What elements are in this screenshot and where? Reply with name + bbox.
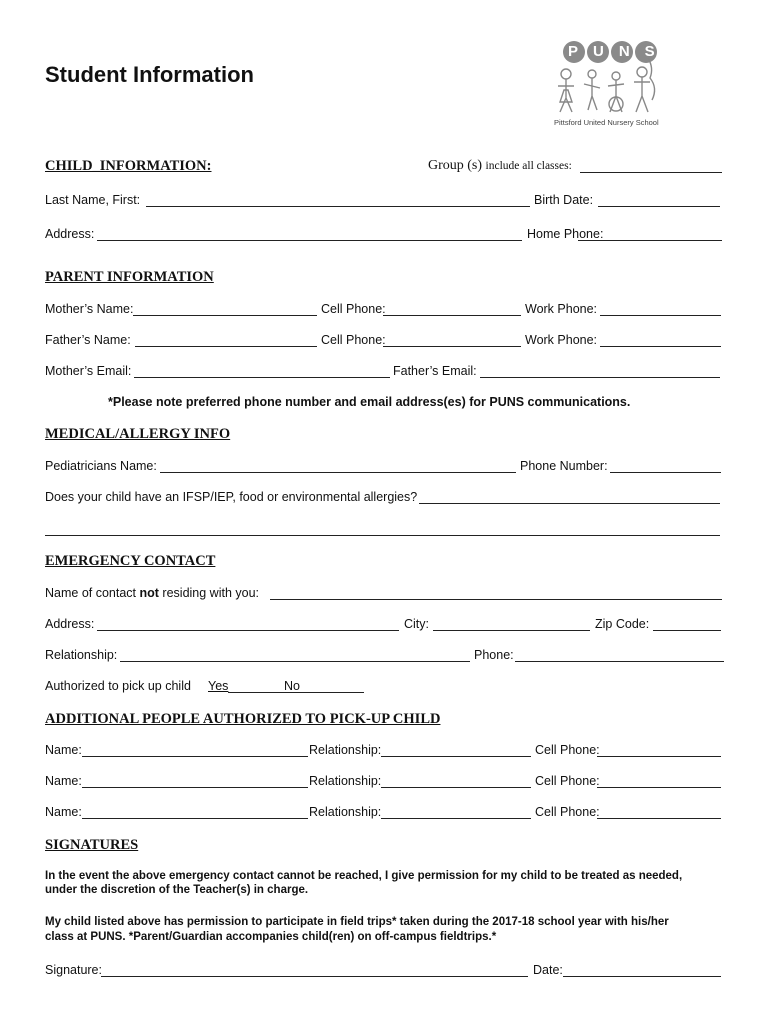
puns-logo <box>548 38 668 130</box>
father-email-field[interactable] <box>480 377 720 378</box>
pediatrician-label: Pediatricians Name: <box>45 459 157 473</box>
father-cell-phone-label: Cell Phone: <box>321 333 386 347</box>
additional-cell-field-2[interactable] <box>597 787 721 788</box>
additional-name-label-3: Name: <box>45 805 82 819</box>
home-phone-label: Home Phone: <box>527 227 604 241</box>
mother-work-phone-label: Work Phone: <box>525 302 598 316</box>
additional-people-heading: ADDITIONAL PEOPLE AUTHORIZED TO PICK-UP CHILD <box>45 711 441 727</box>
mother-name-field[interactable] <box>133 315 317 316</box>
authorized-yes-option[interactable]: Yes <box>208 679 229 693</box>
authorized-label: Authorized to pick up child <box>45 679 191 693</box>
date-label: Date: <box>533 963 563 977</box>
medical-heading: MEDICAL/ALLERGY INFO <box>45 426 231 442</box>
allergy-field[interactable] <box>419 503 720 504</box>
address-field[interactable] <box>97 240 522 241</box>
emergency-contact-prefix: Name of contact <box>45 586 137 600</box>
mother-name-label: Mother’s Name: <box>45 302 134 316</box>
logo-caption: Pittsford United Nursery School <box>554 118 659 127</box>
group-label <box>428 158 572 174</box>
emergency-relationship-field[interactable] <box>120 661 470 662</box>
additional-relationship-field-2[interactable] <box>381 787 531 788</box>
group-label-suffix: include all classes: <box>485 160 572 172</box>
allergy-field-continued[interactable] <box>45 535 720 536</box>
permission-text-line-1: In the event the above emergency contact cannot be reached, I give permission for my child to be treated as needed, <box>45 870 683 882</box>
emergency-contact-suffix: residing with you: <box>162 586 259 600</box>
birth-date-field[interactable] <box>598 206 720 207</box>
fieldtrip-text-line-1: My child listed above has permission to participate in field trips* taken during the 2017-18 school year with his/her <box>45 916 669 928</box>
emergency-contact-field[interactable] <box>270 599 722 600</box>
mother-email-field[interactable] <box>134 377 390 378</box>
emergency-city-label: City: <box>404 617 429 631</box>
logo-word <box>560 38 670 66</box>
birth-date-label: Birth Date: <box>534 193 594 207</box>
logo-word-text: PUNS <box>568 43 670 60</box>
emergency-address-field[interactable] <box>97 630 399 631</box>
parent-information-heading: PARENT INFORMATION <box>45 269 214 285</box>
group-field[interactable] <box>580 172 722 173</box>
emergency-zip-field[interactable] <box>653 630 721 631</box>
emergency-phone-label: Phone: <box>474 648 514 662</box>
additional-name-field-1[interactable] <box>82 756 308 757</box>
additional-name-label-2: Name: <box>45 774 82 788</box>
additional-cell-field-1[interactable] <box>597 756 721 757</box>
signature-label: Signature: <box>45 963 102 977</box>
pediatrician-phone-field[interactable] <box>610 472 721 473</box>
last-name-field[interactable] <box>146 206 530 207</box>
father-cell-phone-field[interactable] <box>383 346 521 347</box>
emergency-phone-field[interactable] <box>515 661 724 662</box>
additional-cell-label-2: Cell Phone: <box>535 774 600 788</box>
additional-cell-label-3: Cell Phone: <box>535 805 600 819</box>
allergy-question: Does your child have an IFSP/IEP, food or environmental allergies? <box>45 490 418 504</box>
signature-field[interactable] <box>101 976 528 977</box>
pediatrician-field[interactable] <box>160 472 516 473</box>
home-phone-field[interactable] <box>578 240 722 241</box>
additional-name-field-3[interactable] <box>82 818 308 819</box>
mother-work-phone-field[interactable] <box>600 315 721 316</box>
additional-relationship-label-2: Relationship: <box>309 774 382 788</box>
emergency-city-field[interactable] <box>433 630 590 631</box>
last-name-label: Last Name, First: <box>45 193 141 207</box>
authorized-yes-line <box>228 692 284 693</box>
authorized-no-option[interactable]: No <box>284 679 300 693</box>
additional-cell-field-3[interactable] <box>597 818 721 819</box>
emergency-address-label: Address: <box>45 617 95 631</box>
father-name-field[interactable] <box>135 346 317 347</box>
page-title: Student Information <box>45 62 254 87</box>
group-label-text: Group (s) <box>428 158 483 173</box>
emergency-zip-label: Zip Code: <box>595 617 650 631</box>
additional-cell-label-1: Cell Phone: <box>535 743 600 757</box>
parent-note: *Please note preferred phone number and email address(es) for PUNS communications. <box>108 395 631 409</box>
mother-email-label: Mother’s Email: <box>45 364 132 378</box>
mother-cell-phone-field[interactable] <box>383 315 521 316</box>
emergency-relationship-label: Relationship: <box>45 648 118 662</box>
emergency-contact-label <box>45 586 259 600</box>
father-email-label: Father’s Email: <box>393 364 477 378</box>
additional-name-field-2[interactable] <box>82 787 308 788</box>
child-information-heading: CHILD_INFORMATION: <box>45 158 212 174</box>
permission-text-line-2: under the discretion of the Teacher(s) in charge. <box>45 884 309 896</box>
address-label: Address: <box>45 227 95 241</box>
pediatrician-phone-label: Phone Number: <box>520 459 608 473</box>
emergency-contact-bold: not <box>139 586 159 600</box>
additional-relationship-field-1[interactable] <box>381 756 531 757</box>
father-work-phone-label: Work Phone: <box>525 333 598 347</box>
mother-cell-phone-label: Cell Phone: <box>321 302 386 316</box>
date-field[interactable] <box>563 976 721 977</box>
additional-relationship-label-3: Relationship: <box>309 805 382 819</box>
fieldtrip-text-line-2: class at PUNS. *Parent/Guardian accompanies child(ren) on off-campus fieldtrips.* <box>45 931 497 943</box>
authorized-no-line <box>284 692 364 693</box>
signatures-heading: SIGNATURES <box>45 837 139 853</box>
emergency-heading: EMERGENCY CONTACT <box>45 553 216 569</box>
additional-name-label-1: Name: <box>45 743 82 757</box>
father-work-phone-field[interactable] <box>600 346 721 347</box>
additional-relationship-field-3[interactable] <box>381 818 531 819</box>
father-name-label: Father’s Name: <box>45 333 131 347</box>
additional-relationship-label-1: Relationship: <box>309 743 382 757</box>
